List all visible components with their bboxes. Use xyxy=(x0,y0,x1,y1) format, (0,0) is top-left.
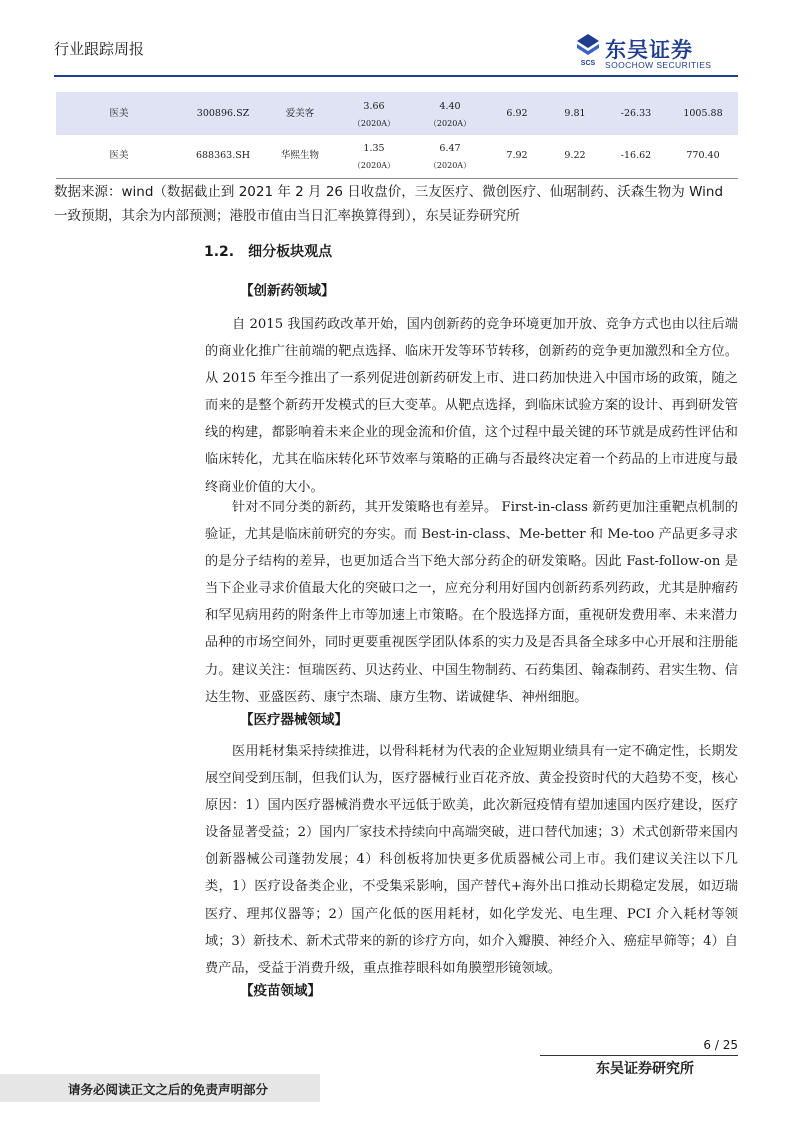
table-cell: 爱美客 xyxy=(285,107,315,119)
table-row xyxy=(56,92,738,135)
table-cell: 1.35 （2020A） xyxy=(352,143,396,171)
report-type-title: 行业跟踪周报 xyxy=(54,40,145,58)
page-number: 6 / 25 xyxy=(703,1038,738,1052)
company-logo xyxy=(575,32,740,72)
subsection-heading-medical-devices: 【医疗器械领域】 xyxy=(240,712,348,728)
table-cell: 9.22 xyxy=(564,150,586,162)
table-cell: 医美 xyxy=(109,107,129,119)
section-title: 细分板块观点 xyxy=(248,244,333,260)
table-cell: 3.66 （2020A） xyxy=(352,100,396,128)
disclaimer-notice: 请务必阅读正文之后的免责声明部分 xyxy=(68,1082,269,1097)
table-cell: 7.92 xyxy=(506,150,528,162)
footer-divider xyxy=(540,1055,738,1056)
table-cell: 9.81 xyxy=(564,107,586,119)
paragraph: 针对不同分类的新药，其开发策略也有差异。 First-in-class 新药更加注重靶点机制的验证，尤其是临床前研究的夯实。而 Best-in-class、Me-better 和 Me-too 产品更多寻求的是分子结构的差异，也更加适合当下绝大部分药企的研发策略。因此 Fast-follow-on 是当下企业寻求价值最大化的突破口之一，应充分利用好国内创新药系列药政，尤其是肿瘤药和罕见病用药的附条件上市等加速上市策略。在个股选择方面，重视研发费用率、未来潜力品种的市场空间外，同时更要重视医学团队体系的实力及是否具备全球多中心开展和注册能力。建议关注：恒瑞医药、贝达药业、中国生物制药、石药集团、翰森制药、君实生物、信达生物、亚盛医药、康宁杰瑞、康方生物、诺诚健华、神州细胞。 xyxy=(205,500,738,705)
logo-english-name: SOOCHOW SECURITIES xyxy=(605,60,712,70)
section-heading xyxy=(204,241,332,261)
table-cell: 医美 xyxy=(109,150,129,162)
table-cell: 6.47 （2020A） xyxy=(428,143,472,171)
section-number: 1.2. xyxy=(204,244,235,260)
footer-institute: 东吴证券研究所 xyxy=(596,1061,694,1077)
table-cell: 华熙生物 xyxy=(280,150,319,162)
stock-valuation-table xyxy=(56,92,738,179)
logo-mark-text: SCS xyxy=(580,60,596,67)
table-cell: -26.33 xyxy=(620,107,652,119)
table-cell: 6.92 xyxy=(506,107,528,119)
table-row xyxy=(56,135,738,178)
paragraph: 自 2015 我国药政改革开始，国内创新药的竞争环境更加开放、竞争方式也由以往后端的商业化推广往前端的靶点选择、临床开发等环节转移，创新药的竞争更加激烈和全方位。从 2015 年至今推出了一系列促进创新药研发上市、进口药加快进入中国市场的政策，随之而来的是整个新药开发模式的巨大变革。从靶点选择，到临床试验方案的设计、再到研发管线的构建，都影响着未来企业的现金流和价值，这个过程中最关键的环节就是成药性评估和临床转化，尤其在临床转化环节效率与策略的正确与否最终决定着一个药品的上市进度与最终商业价值的大小。 xyxy=(205,317,738,495)
table-cell: 300896.SZ xyxy=(196,107,250,119)
subsection-heading-innovative-drugs: 【创新药领域】 xyxy=(240,283,335,299)
table-cell: 4.40 （2020A） xyxy=(428,100,472,128)
paragraph: 医用耗材集采持续推进，以骨科耗材为代表的企业短期业绩具有一定不确定性，长期发展空间受到压制，但我们认为，医疗器械行业百花齐放、黄金投资时代的大趋势不变，核心原因：1）国内医疗器械消费水平远低于欧美，此次新冠疫情有望加速国内医疗建设，医疗设备显著受益；2）国内厂家技术持续向中高端突破，进口替代加速；3）术式创新带来国内创新器械公司蓬勃发展；4）科创板将加快更多优质器械公司上市。我们建议关注以下几类，1）医疗设备类企业，不受集采影响，国产替代+海外出口推动长期稳定发展，如迈瑞医疗、理邦仪器等；2）国产化低的医用耗材，如化学发光、电生理、PCI 介入耗材等领域；3）新技术、新术式带来的新的诊疗方向，如介入瓣膜、神经介入、癌症早筛等；4）自费产品，受益于消费升级，重点推荐眼科如角膜塑形镜领域。 xyxy=(205,744,738,976)
logo-chinese-name: 东吴证券 xyxy=(605,38,693,62)
data-source-note: 数据来源：wind（数据截止到 2021 年 2 月 26 日收盘价，三友医疗、微创医疗、仙琚制药、沃森生物为 Wind 一致预期，其余为内部预测；港股市值由当日汇率换算得到），东吴证券研究所 xyxy=(54,184,724,224)
table-cell: 770.40 xyxy=(686,150,720,162)
scs-logo-icon xyxy=(575,32,601,68)
header-divider xyxy=(54,75,738,77)
table-cell: 688363.SH xyxy=(195,150,251,162)
table-cell: 1005.88 xyxy=(683,107,723,119)
subsection-heading-vaccines: 【疫苗领域】 xyxy=(240,983,321,999)
table-cell: -16.62 xyxy=(620,150,652,162)
